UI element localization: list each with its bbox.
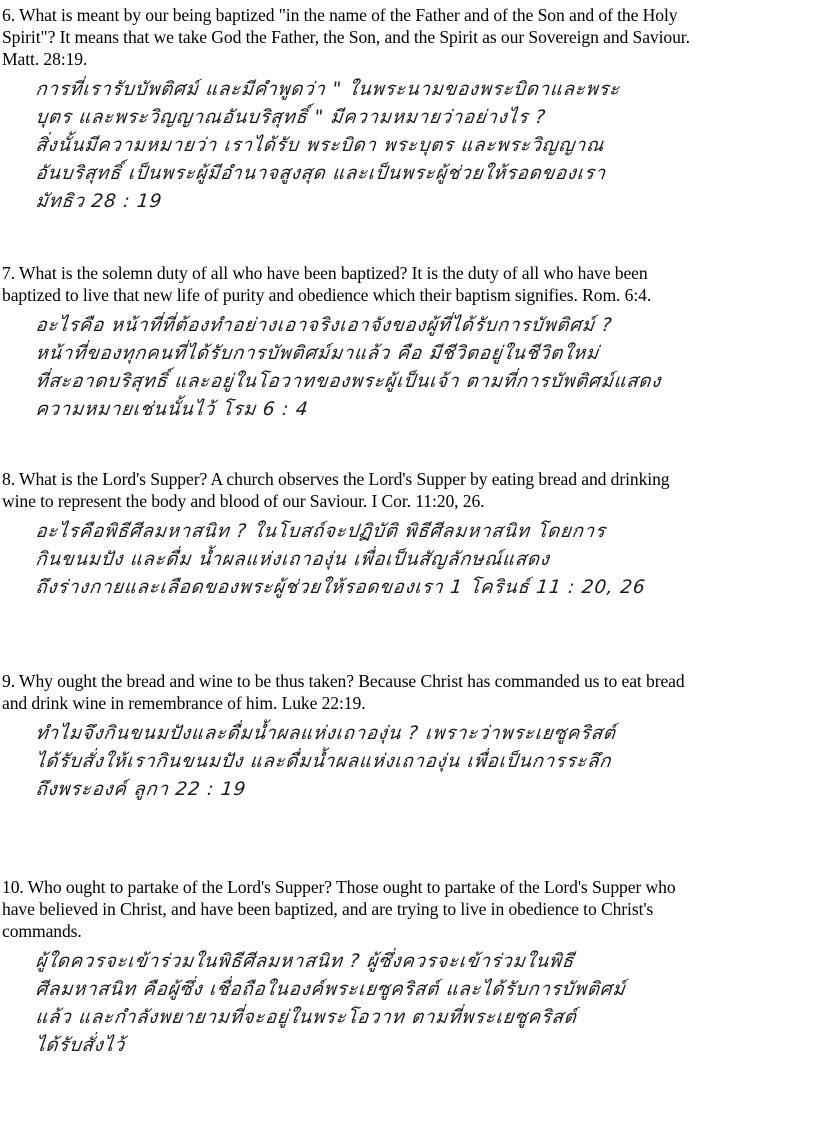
question-9-handwritten-thai <box>0 720 812 804</box>
question-9 <box>0 670 812 804</box>
printed-line: baptized to live that new life of purity and obedience which their baptism signifies. Rom. 6:4. <box>2 285 652 305</box>
question-10-handwritten-thai <box>0 948 812 1060</box>
printed-line: 7. What is the solemn duty of all who have been baptized? It is the duty of all who have been <box>2 263 648 283</box>
question-10 <box>0 876 812 1060</box>
question-6 <box>0 4 812 216</box>
handwritten-line: อะไรคือพิธีศีลมหาสนิท ? ในโบสถ์จะปฏิบัติ พิธีศีลมหาสนิท โดยการ <box>34 521 607 542</box>
handwritten-line: ความหมายเช่นนั้นไว้ โรม 6 : 4 <box>34 399 310 420</box>
handwritten-line: ศีลมหาสนิท คือผู้ซึ่ง เชื่อถือในองค์พระเยซูคริสต์ และได้รับการบัพติศม์ <box>34 979 627 1000</box>
handwritten-line: ผู้ใดควรจะเข้าร่วมในพิธีศีลมหาสนิท ? ผู้ซึ่งควรจะเข้าร่วมในพิธี <box>34 951 576 972</box>
handwritten-line: ทำไมจึงกินขนมปังและดื่มน้ำผลแห่งเถาองุ่น ? เพราะว่าพระเยซูคริสต์ <box>34 723 617 744</box>
printed-line: 10. Who ought to partake of the Lord's Supper? Those ought to partake of the Lord's Supper who <box>2 877 676 897</box>
handwritten-line: ถึงร่างกายและเลือดของพระผู้ช่วยให้รอดของเรา 1 โครินธ์ 11 : 20, 26 <box>34 577 647 598</box>
handwritten-line: กินขนมปัง และดื่ม น้ำผลแห่งเถาองุ่น เพื่อเป็นสัญลักษณ์แสดง <box>34 549 551 570</box>
handwritten-line: อันบริสุทธิ์ เป็นพระผู้มีอำนาจสูงสุด และเป็นพระผู้ช่วยให้รอดของเรา <box>34 163 607 184</box>
question-10-english-text <box>0 876 812 942</box>
printed-line: have believed in Christ, and have been baptized, and are trying to live in obedience to Christ's <box>2 899 654 919</box>
question-7 <box>0 262 812 424</box>
printed-line: Spirit"? It means that we take God the Father, the Son, and the Spirit as our Sovereign and Saviour. <box>2 27 690 47</box>
question-8-english-text <box>0 468 812 512</box>
question-8-handwritten-thai <box>0 518 812 602</box>
handwritten-line: ที่สะอาดบริสุทธิ์ และอยู่ในโอวาทของพระผู้เป็นเจ้า ตามที่การบัพติศม์แสดง <box>34 371 663 392</box>
printed-line: 6. What is meant by our being baptized "in the name of the Father and of the Son and of the Holy <box>2 5 678 25</box>
question-9-english-text <box>0 670 812 714</box>
handwritten-line: บุตร และพระวิญญาณอันบริสุทธิ์ " มีความหมายว่าอย่างไร ? <box>34 107 547 128</box>
handwritten-line: หน้าที่ของทุกคนที่ได้รับการบัพติศม์มาแล้ว คือ มีชีวิตอยู่ในชีวิตใหม่ <box>34 343 601 364</box>
handwritten-line: อะไรคือ หน้าที่ที่ต้องทำอย่างเอาจริงเอาจังของผู้ที่ได้รับการบัพติศม์ ? <box>34 315 614 336</box>
question-6-english-text <box>0 4 812 70</box>
handwritten-line: สิ่งนั้นมีความหมายว่า เราได้รับ พระบิดา พระบุตร และพระวิญญาณ <box>34 135 606 156</box>
handwritten-line: มัทธิว 28 : 19 <box>34 191 164 212</box>
printed-line: wine to represent the body and blood of our Saviour. I Cor. 11:20, 26. <box>2 491 485 511</box>
handwritten-line: แล้ว และกำลังพยายามที่จะอยู่ในพระโอวาท ตามที่พระเยซูคริสต์ <box>34 1007 578 1028</box>
question-8 <box>0 468 812 602</box>
printed-line: 9. Why ought the bread and wine to be thus taken? Because Christ has commanded us to eat bread <box>2 671 685 691</box>
printed-line: and drink wine in remembrance of him. Luke 22:19. <box>2 693 366 713</box>
printed-line: Matt. 28:19. <box>2 49 88 69</box>
handwritten-line: ได้รับสั่งให้เรากินขนมปัง และดื่มน้ำผลแห่งเถาองุ่น เพื่อเป็นการระลึก <box>34 751 613 772</box>
printed-line: 8. What is the Lord's Supper? A church observes the Lord's Supper by eating bread and drinking <box>2 469 670 489</box>
handwritten-line: ได้รับสั่งไว้ <box>34 1035 127 1056</box>
handwritten-line: ถึงพระองค์ ลูกา 22 : 19 <box>34 779 248 800</box>
printed-line: commands. <box>2 921 82 941</box>
question-7-english-text <box>0 262 812 306</box>
question-6-handwritten-thai <box>0 76 812 216</box>
handwritten-line: การที่เรารับบัพติศม์ และมีคำพูดว่า " ในพระนามของพระบิดาและพระ <box>34 79 622 100</box>
question-7-handwritten-thai <box>0 312 812 424</box>
